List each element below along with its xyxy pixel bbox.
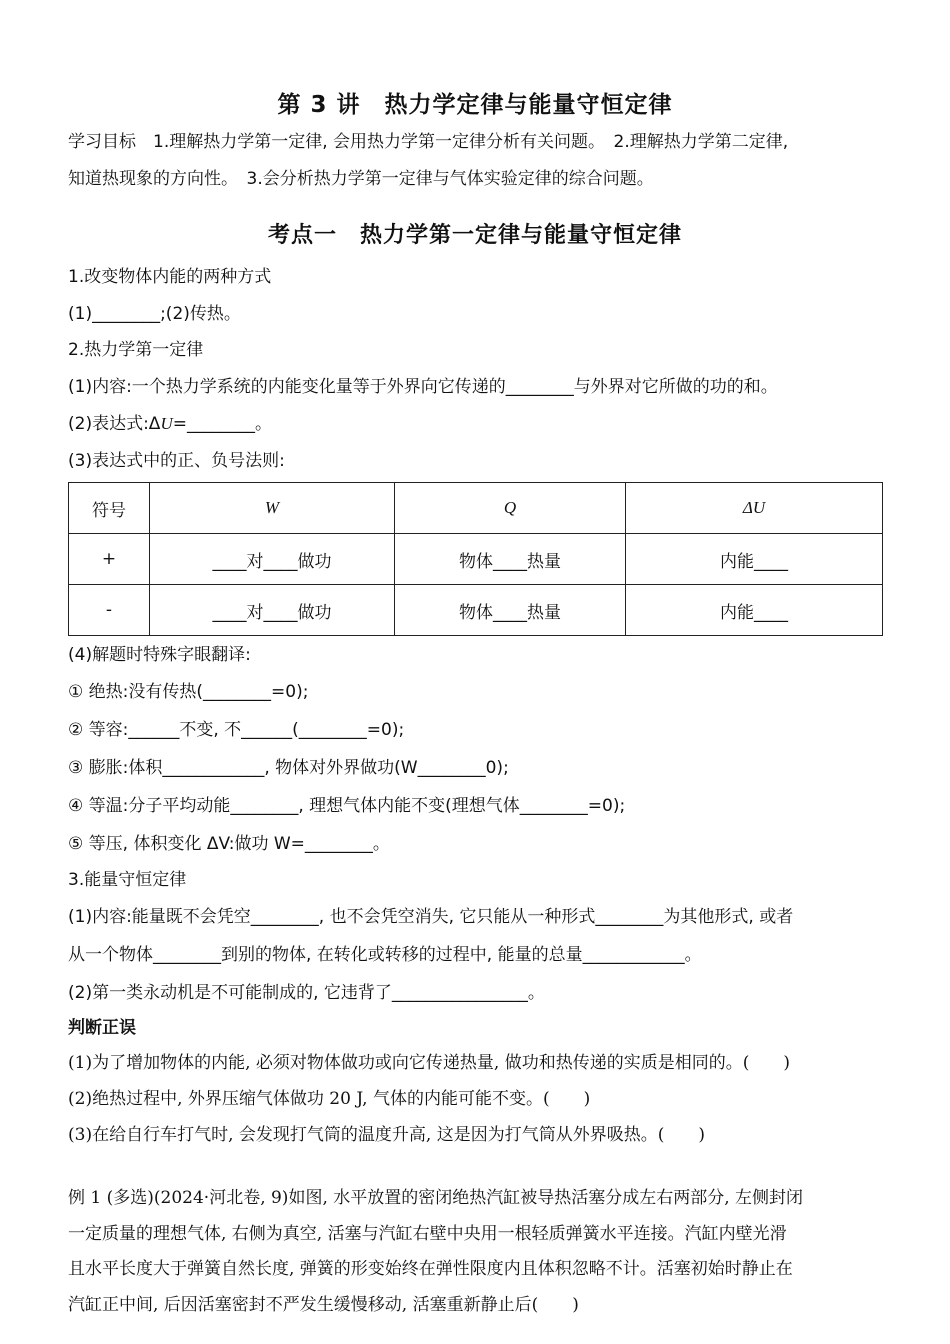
judge-heading: 判断正误	[68, 1018, 136, 1038]
perpetual-motion-statement: (2)第一类永动机是不可能制成的, 它违背了________________。	[68, 983, 545, 1003]
expression-prefix: (2)表达式:Δ	[68, 414, 161, 434]
part1-heading: 1.改变物体内能的两种方式	[68, 267, 272, 287]
example-line: 一定质量的理想气体, 右侧为真空, 活塞与汽缸右壁中央用一根轻质弹簧水平连接。汽缸内壁光滑	[68, 1224, 787, 1244]
table-header-cell: W	[150, 483, 395, 534]
table-cell: 物体____热量	[395, 585, 626, 636]
table-cell: 内能____	[626, 534, 883, 585]
part1-item: (1)________;(2)传热。	[68, 304, 241, 324]
table-header-cell: 符号	[69, 483, 150, 534]
first-law-expression	[68, 409, 272, 434]
table-header-cell: ΔU	[626, 483, 883, 534]
table-cell: ____对____做功	[150, 585, 395, 636]
table-header-row	[69, 483, 883, 534]
judge-item: (2)绝热过程中, 外界压缩气体做功 20 J, 气体的内能可能不变。( )	[68, 1089, 591, 1109]
table-cell: ____对____做功	[150, 534, 395, 585]
section-title: 考点一 热力学第一定律与能量守恒定律	[267, 223, 682, 248]
judge-item: (1)为了增加物体的内能, 必须对物体做功或向它传递热量, 做功和热传递的实质是相同的。( )	[68, 1053, 790, 1073]
judge-item: (3)在给自行车打气时, 会发现打气筒的温度升高, 这是因为打气筒从外界吸热。( )	[68, 1125, 705, 1145]
example-line: 且水平长度大于弹簧自然长度, 弹簧的形变始终在弹性限度内且体积忽略不计。活塞初始时静止在	[68, 1259, 793, 1279]
expression-variable: U	[160, 414, 173, 433]
sign-rule-heading: (3)表达式中的正、负号法则:	[68, 451, 285, 471]
keyword-item: ③ 膨胀:体积____________, 物体对外界做功(W________0);	[68, 758, 509, 778]
example-line: 例 1 (多选)(2024·河北卷, 9)如图, 水平放置的密闭绝热汽缸被导热活塞分成左右两部分, 左侧封闭	[68, 1188, 804, 1208]
table-cell: 物体____热量	[395, 534, 626, 585]
keyword-item: ⑤ 等压, 体积变化 ΔV:做功 W=________。	[68, 834, 390, 854]
table-row	[69, 585, 883, 636]
expression-suffix: =________。	[172, 414, 272, 434]
keyword-item: ④ 等温:分子平均动能________, 理想气体内能不变(理想气体________=0);	[68, 796, 626, 816]
keyword-item: ① 绝热:没有传热(________=0);	[68, 682, 309, 702]
keyword-item: ② 等容:______不变, 不______(________=0);	[68, 720, 405, 740]
learning-objectives-line-1: 学习目标 1.理解热力学第一定律, 会用热力学第一定律分析有关问题。 2.理解热力学第二定律,	[68, 132, 789, 152]
table-header-cell: Q	[395, 483, 626, 534]
example-line: 汽缸正中间, 后因活塞密封不严发生缓慢移动, 活塞重新静止后( )	[68, 1295, 579, 1315]
keywords-heading: (4)解题时特殊字眼翻译:	[68, 645, 251, 665]
part3-heading: 3.能量守恒定律	[68, 870, 187, 890]
first-law-content: (1)内容:一个热力学系统的内能变化量等于外界向它传递的________与外界对它所做的功的和。	[68, 377, 778, 397]
table-cell: 内能____	[626, 585, 883, 636]
table-cell: -	[69, 585, 150, 636]
learning-objectives-line-2: 知道热现象的方向性。 3.会分析热力学第一定律与气体实验定律的综合问题。	[68, 169, 654, 189]
sign-rule-table	[68, 482, 883, 636]
lecture-title: 第 3 讲 热力学定律与能量守恒定律	[277, 92, 673, 118]
part2-heading: 2.热力学第一定律	[68, 340, 204, 360]
table-cell: +	[69, 534, 150, 585]
table-row	[69, 534, 883, 585]
energy-law-content-1: (1)内容:能量既不会凭空________, 也不会凭空消失, 它只能从一种形式________为其他形式, 或者	[68, 907, 794, 927]
energy-law-content-2: 从一个物体________到别的物体, 在转化或转移的过程中, 能量的总量____________。	[68, 945, 702, 965]
